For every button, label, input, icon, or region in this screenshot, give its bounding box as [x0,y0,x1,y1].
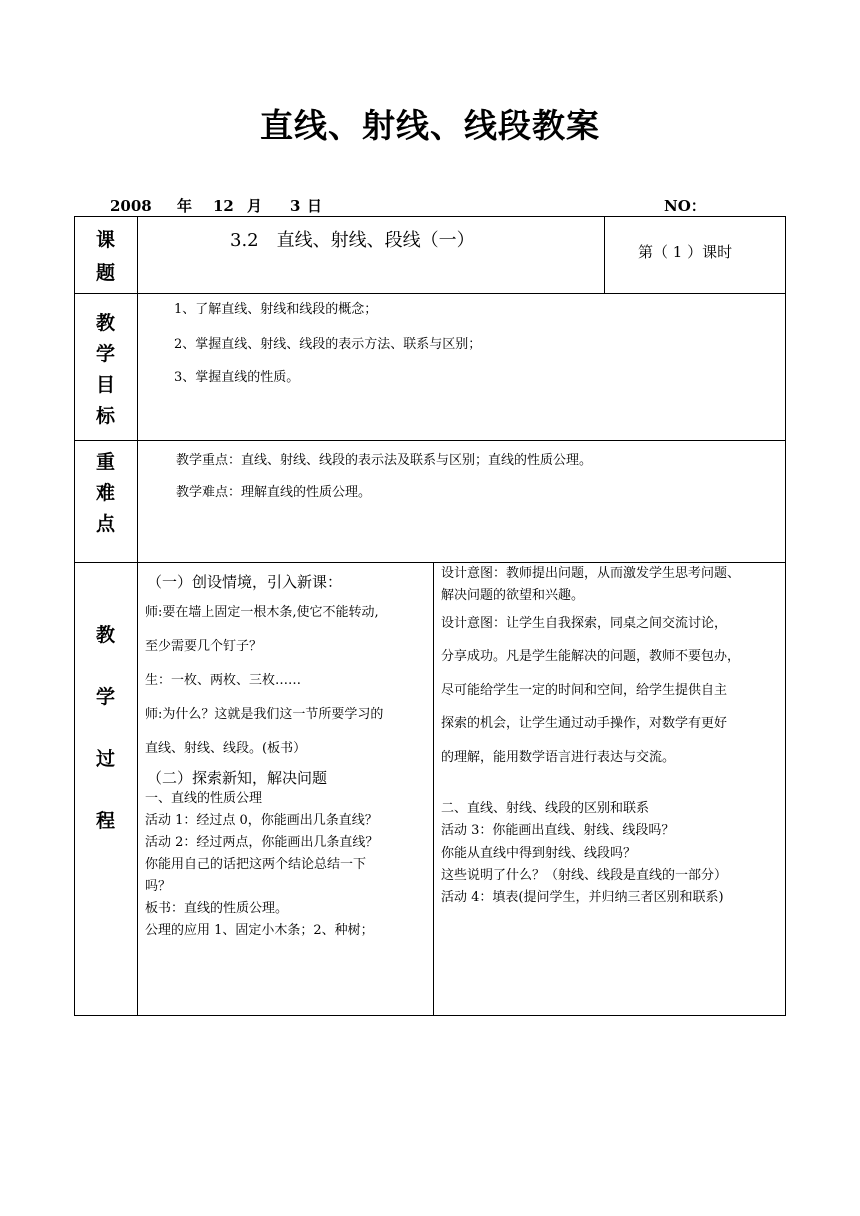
process-left-line: 至少需要几个钉子？ [145,639,263,654]
process-right-line: 你能从直线中得到射线、线段吗？ [441,846,637,861]
key-points-label-char: 点 [95,513,115,535]
lesson-topic: 3.2 直线、射线、段线（一） [230,230,475,251]
process-left-line: 直线、射线、线段。(板书） [145,741,307,756]
process-left-line: 生：一枚、两枚、三枚…… [145,673,302,688]
process-left-line: 师:为什么？这就是我们这一节所要学习的 [145,707,384,722]
process-left-line: 吗？ [145,879,172,894]
process-right-line: 活动 4：填表(提问学生，并归纳三者区别和联系) [441,890,724,905]
key-points-label-char: 重 [95,451,115,473]
teaching-focus: 教学重点：直线、射线、线段的表示法及联系与区别；直线的性质公理。 [176,453,593,468]
process-left-line: 活动 1：经过点 0，你能画出几条直线？ [145,813,378,828]
goal-item: 3、掌握直线的性质。 [174,370,300,385]
document-title: 直线、射线、线段教案 [260,106,600,145]
process-right-line: 二、直线、射线、线段的区别和联系 [441,801,650,816]
date-day-unit: 日 [307,197,323,215]
lesson-label-char: 题 [95,262,115,284]
process-label-char: 过 [95,748,115,770]
table-label-divider [137,216,138,1016]
document-number-label: NO： [664,197,706,215]
process-right-line: 的理解，能用数学语言进行表达与交流。 [441,750,676,765]
process-label-char: 程 [95,810,115,832]
process-left-line: 一、直线的性质公理 [145,791,263,806]
table-border-top [74,216,786,217]
table-period-divider [604,216,605,294]
table-row-divider [74,293,786,294]
process-right-line: 设计意图：让学生自我探索，同桌之间交流讨论， [441,616,728,631]
teaching-difficulty: 教学难点：理解直线的性质公理。 [176,485,372,500]
date-month: 12 [213,197,234,215]
goals-label-char: 目 [95,374,115,396]
process-left-line: 板书：直线的性质公理。 [145,901,289,916]
lesson-period: 第（ 1 ）课时 [638,243,733,261]
table-border-right [785,216,786,1016]
process-label-char: 教 [95,624,115,646]
process-right-line: 尽可能给学生一定的时间和空间，给学生提供自主 [441,683,728,698]
goals-label-char: 教 [95,312,115,334]
process-left-line: 师:要在墙上固定一根木条,使它不能转动, [145,605,379,620]
table-row-divider [74,440,786,441]
process-right-line: 这些说明了什么？（射线、线段是直线的一部分） [441,868,728,883]
process-right-line: 活动 3：你能画出直线、射线、线段吗？ [441,823,675,838]
table-row-divider [74,562,786,563]
process-left-line: 活动 2：经过两点，你能画出几条直线？ [145,835,379,850]
date-day: 3 [290,197,301,215]
lesson-label-char: 课 [95,229,115,251]
table-border-bottom [74,1015,786,1016]
goal-item: 2、掌握直线、射线、线段的表示方法、联系与区别； [174,337,482,352]
goal-item: 1、了解直线、射线和线段的概念； [174,302,378,317]
process-right-line: 解决问题的欲望和兴趣。 [441,588,585,603]
process-left-line: （一）创设情境，引入新课： [147,573,343,591]
date-month-unit: 月 [247,197,263,215]
process-right-line: 设计意图：教师提出问题，从而激发学生思考问题、 [441,566,741,581]
goals-label-char: 学 [95,343,115,365]
process-left-line: （二）探索新知，解决问题 [147,769,328,787]
process-left-line: 公理的应用 1、固定小木条；2、种树； [145,923,374,938]
date-year-unit: 年 [177,197,193,215]
table-process-divider [433,562,434,1016]
process-right-line: 探索的机会，让学生通过动手操作，对数学有更好 [441,716,728,731]
key-points-label [74,447,137,540]
process-left-line: 你能用自己的话把这两个结论总结一下 [145,857,367,872]
goals-label [74,308,137,432]
key-points-label-char: 难 [95,482,115,504]
process-label [74,604,137,852]
lesson-label [74,224,137,290]
process-right-line: 分享成功。凡是学生能解决的问题，教师不要包办， [441,649,741,664]
process-label-char: 学 [95,686,115,708]
goals-label-char: 标 [95,405,115,427]
date-year: 2008 [110,197,152,215]
